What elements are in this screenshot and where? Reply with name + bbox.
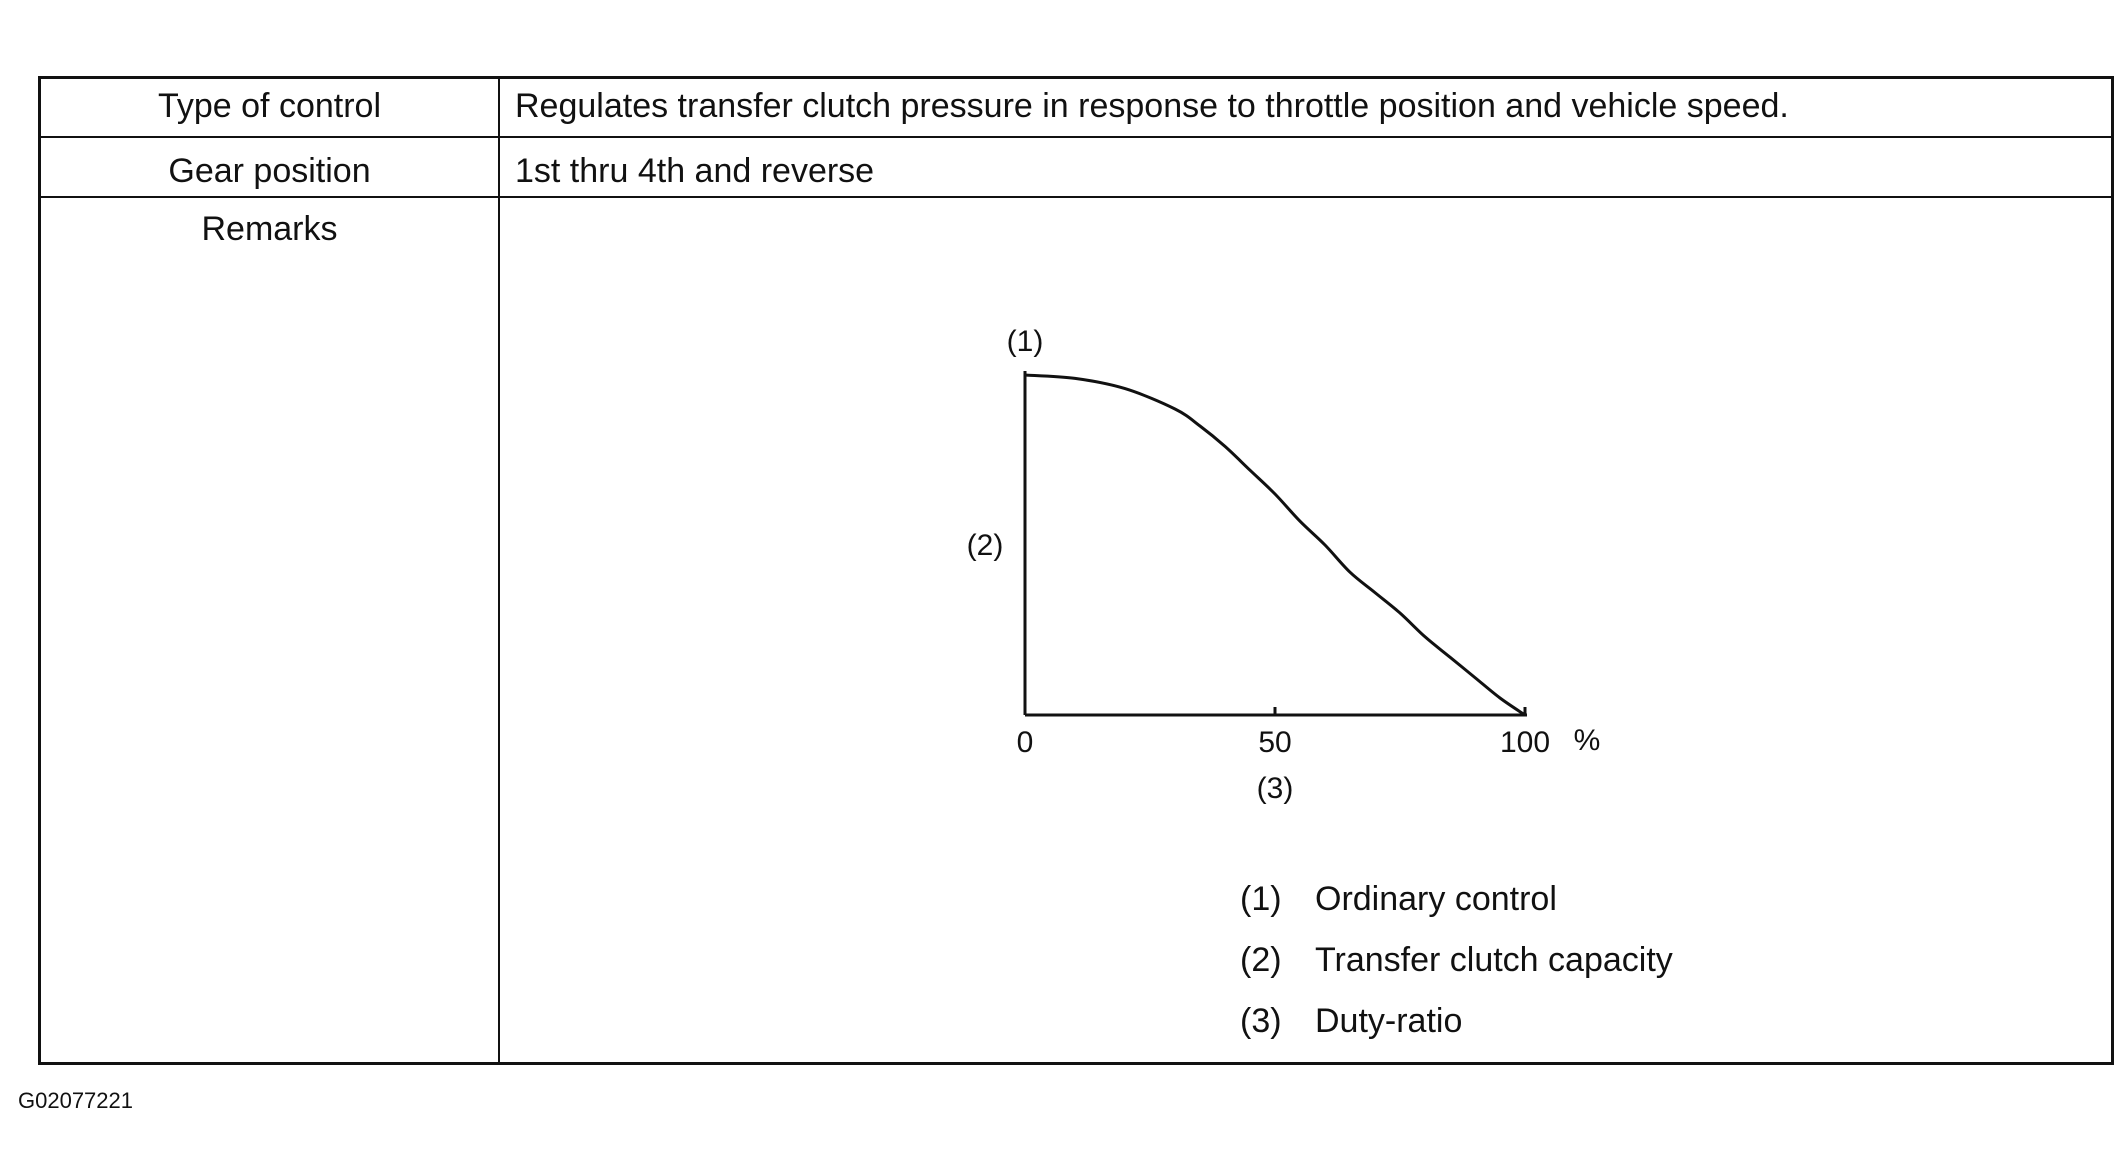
figure-id: G02077221 [18,1088,133,1113]
x-tick-label: 0 [1016,726,1034,759]
curve-label: (1) [1006,325,1044,358]
row-label: Type of control [157,87,381,125]
row-label: Remarks [201,210,338,248]
x-axis-label: (3) [1256,772,1294,805]
y-axis-label: (2) [966,529,1004,562]
legend-number: (3) [1240,1002,1282,1040]
series-line-ordinary-control [1025,375,1525,715]
x-tick-label: 100 [1499,726,1551,759]
x-tick-label: 50 [1258,726,1292,759]
legend-number: (2) [1240,941,1282,979]
row-label: Gear position [168,152,371,190]
legend-text: Transfer clutch capacity [1315,941,1673,979]
legend-text: Ordinary control [1315,880,1557,918]
row-value: Regulates transfer clutch pressure in response to throttle position and vehicle speed. [515,87,1789,125]
legend-number: (1) [1240,880,1282,918]
legend-text: Duty-ratio [1315,1002,1463,1040]
x-axis-unit: % [1573,724,1601,757]
row-value: 1st thru 4th and reverse [515,152,875,190]
